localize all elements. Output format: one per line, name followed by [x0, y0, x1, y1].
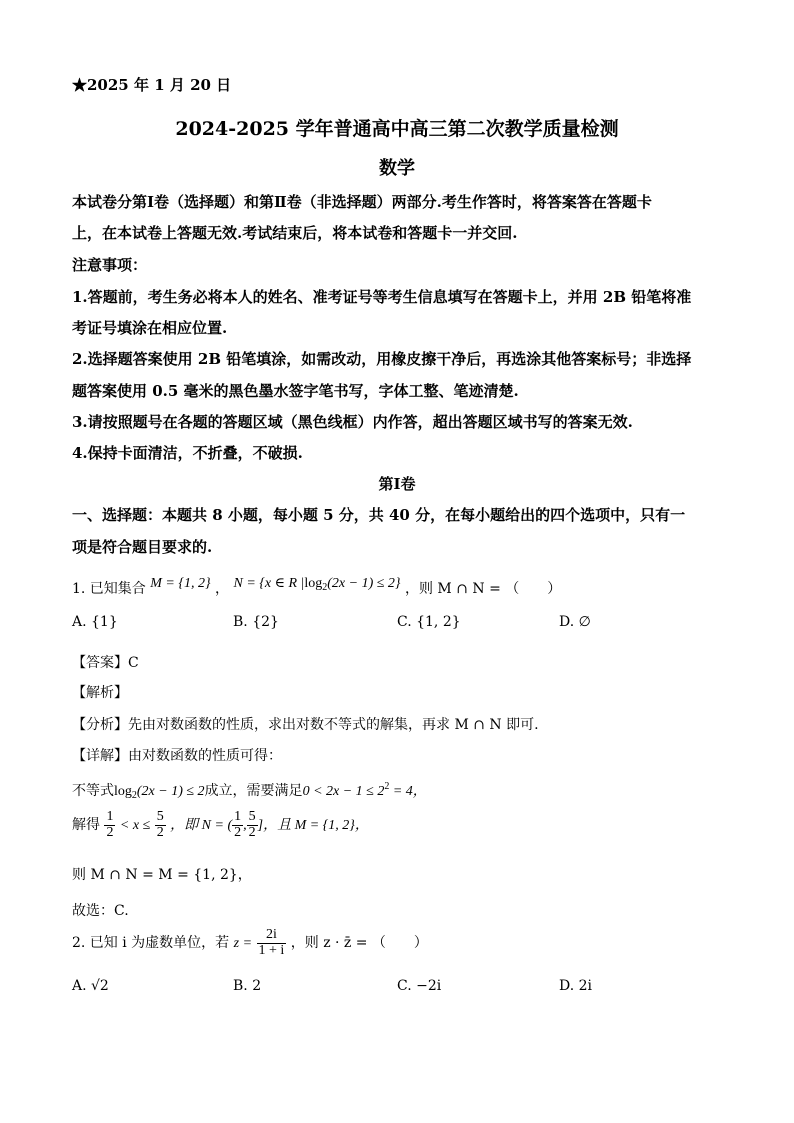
fraction-1-2: $\frac{1}{2}$ — [106, 809, 114, 840]
fraction-2i-over-1-plus-i: $\frac{2i}{1 + i}$ — [258, 927, 285, 958]
q1-ask: ，则 M ∩ N = （ ） — [404, 581, 562, 597]
q1-set-n: N = {x ∈ R $|\log_2(2x - 1) \le 2$} — [233, 576, 401, 593]
q2-option-a: A. √2 — [72, 978, 109, 994]
note-3: 3.请按照题号在各题的答题区域（黑色线框）内作答，超出答题区域书写的答案无效. — [72, 413, 633, 431]
q1-fenxi-tag: 【分析】 — [72, 717, 128, 733]
q2-option-d: D. 2i — [559, 978, 593, 994]
q1-prefix: 1. 已知集合 — [72, 581, 146, 597]
q1-xiangjie-tag: 【详解】 — [72, 748, 128, 764]
q1-step-3: 则 M ∩ N = M = {1, 2}， — [72, 867, 252, 883]
q1-set-m: M = {1, 2} — [150, 576, 211, 591]
note-2-line-2: 题答案使用 0.5 毫米的黑色墨水签字笔书写，字体工整、笔迹清楚. — [72, 382, 519, 400]
q2-option-c: C. −2i — [397, 978, 442, 994]
q2-option-b: B. 2 — [233, 978, 262, 994]
notes-heading: 注意事项： — [72, 256, 148, 274]
q1-choose: 故选：C. — [72, 903, 129, 919]
q2-prefix: 2. 已知 i 为虚数单位，若 — [72, 935, 230, 952]
q1-option-c: C. {1, 2} — [397, 614, 461, 630]
subject-title: 数学 — [379, 158, 415, 179]
fraction-5-2: $\frac{5}{2}$ — [156, 809, 164, 840]
section-instructions-line-2: 项是符合题目要求的. — [72, 538, 213, 556]
section-instructions-line-1: 一、选择题：本题共 8 小题，每小题 5 分，共 40 分，在每小题给出的四个选项中，只有一 — [72, 506, 686, 524]
fraction-1-2-b: $\frac{1}{2}$ — [234, 809, 242, 840]
q1-fenxi-text: 先由对数函数的性质，求出对数不等式的解集，再求 M ∩ N 即可. — [128, 717, 539, 733]
q1-step-2: 解得 $\frac{1}{2}$ < x ≤ $\frac{5}{2}$ ，即 N = ( $\frac{1}{2}$ , $\frac{5}{2}$ ]，且 M = {1, 2}， — [72, 809, 369, 840]
q2-ask: ，则 z · z̄ = （ ） — [290, 935, 428, 952]
section-label: 第Ⅰ卷 — [378, 475, 416, 493]
q1-xiangjie-text: 由对数函数的性质可得： — [128, 748, 282, 764]
q1-option-d: D. ∅ — [559, 614, 591, 630]
intro-line-2: 上，在本试卷上答题无效.考试结束后，将本试卷和答题卡一并交回. — [72, 224, 518, 242]
intro-line-1: 本试卷分第Ⅰ卷（选择题）和第Ⅱ卷（非选择题）两部分.考生作答时，将答案答在答题卡 — [72, 193, 652, 211]
q1-analysis-tag: 【解析】 — [72, 685, 128, 701]
q1-option-b: B. {2} — [233, 614, 279, 630]
q1-answer: 【答案】C — [72, 655, 139, 671]
q1-xiangjie — [72, 745, 282, 765]
note-1-line-1: 1.答题前，考生务必将本人的姓名、准考证号等考生信息填写在答题卡上，并用 2B 铅笔将准 — [72, 288, 692, 306]
exam-title: 2024-2025 学年普通高中高三第二次教学质量检测 — [175, 118, 619, 140]
question-2-stem: 2. 已知 i 为虚数单位，若 z = $\frac{2i}{1 + i}$ ，则 z · z̄ = （ ） — [72, 927, 428, 958]
note-4: 4.保持卡面清洁，不折叠，不破损. — [72, 444, 303, 462]
q1-step-1: 不等式$\log_2(2x - 1) \le 2$成立，需要满足$0 < 2x - 1 \le 2^2 = 4$， — [72, 781, 427, 801]
q1-option-a: A. {1} — [72, 614, 118, 630]
note-1-line-2: 考证号填涂在相应位置. — [72, 319, 228, 337]
question-1-stem: 1. 已知集合 M = {1, 2} ， N = {x ∈ R $|\log_2(2x - 1) \le 2$} ，则 M ∩ N = （ ） — [72, 576, 562, 597]
fraction-5-2-b: $\frac{5}{2}$ — [248, 809, 256, 840]
q1-fenxi — [72, 714, 539, 734]
exam-date: ★2025 年 1 月 20 日 — [72, 76, 232, 94]
note-2-line-1: 2.选择题答案使用 2B 铅笔填涂，如需改动，用橡皮擦干净后，再选涂其他答案标号；非选择 — [72, 350, 692, 368]
